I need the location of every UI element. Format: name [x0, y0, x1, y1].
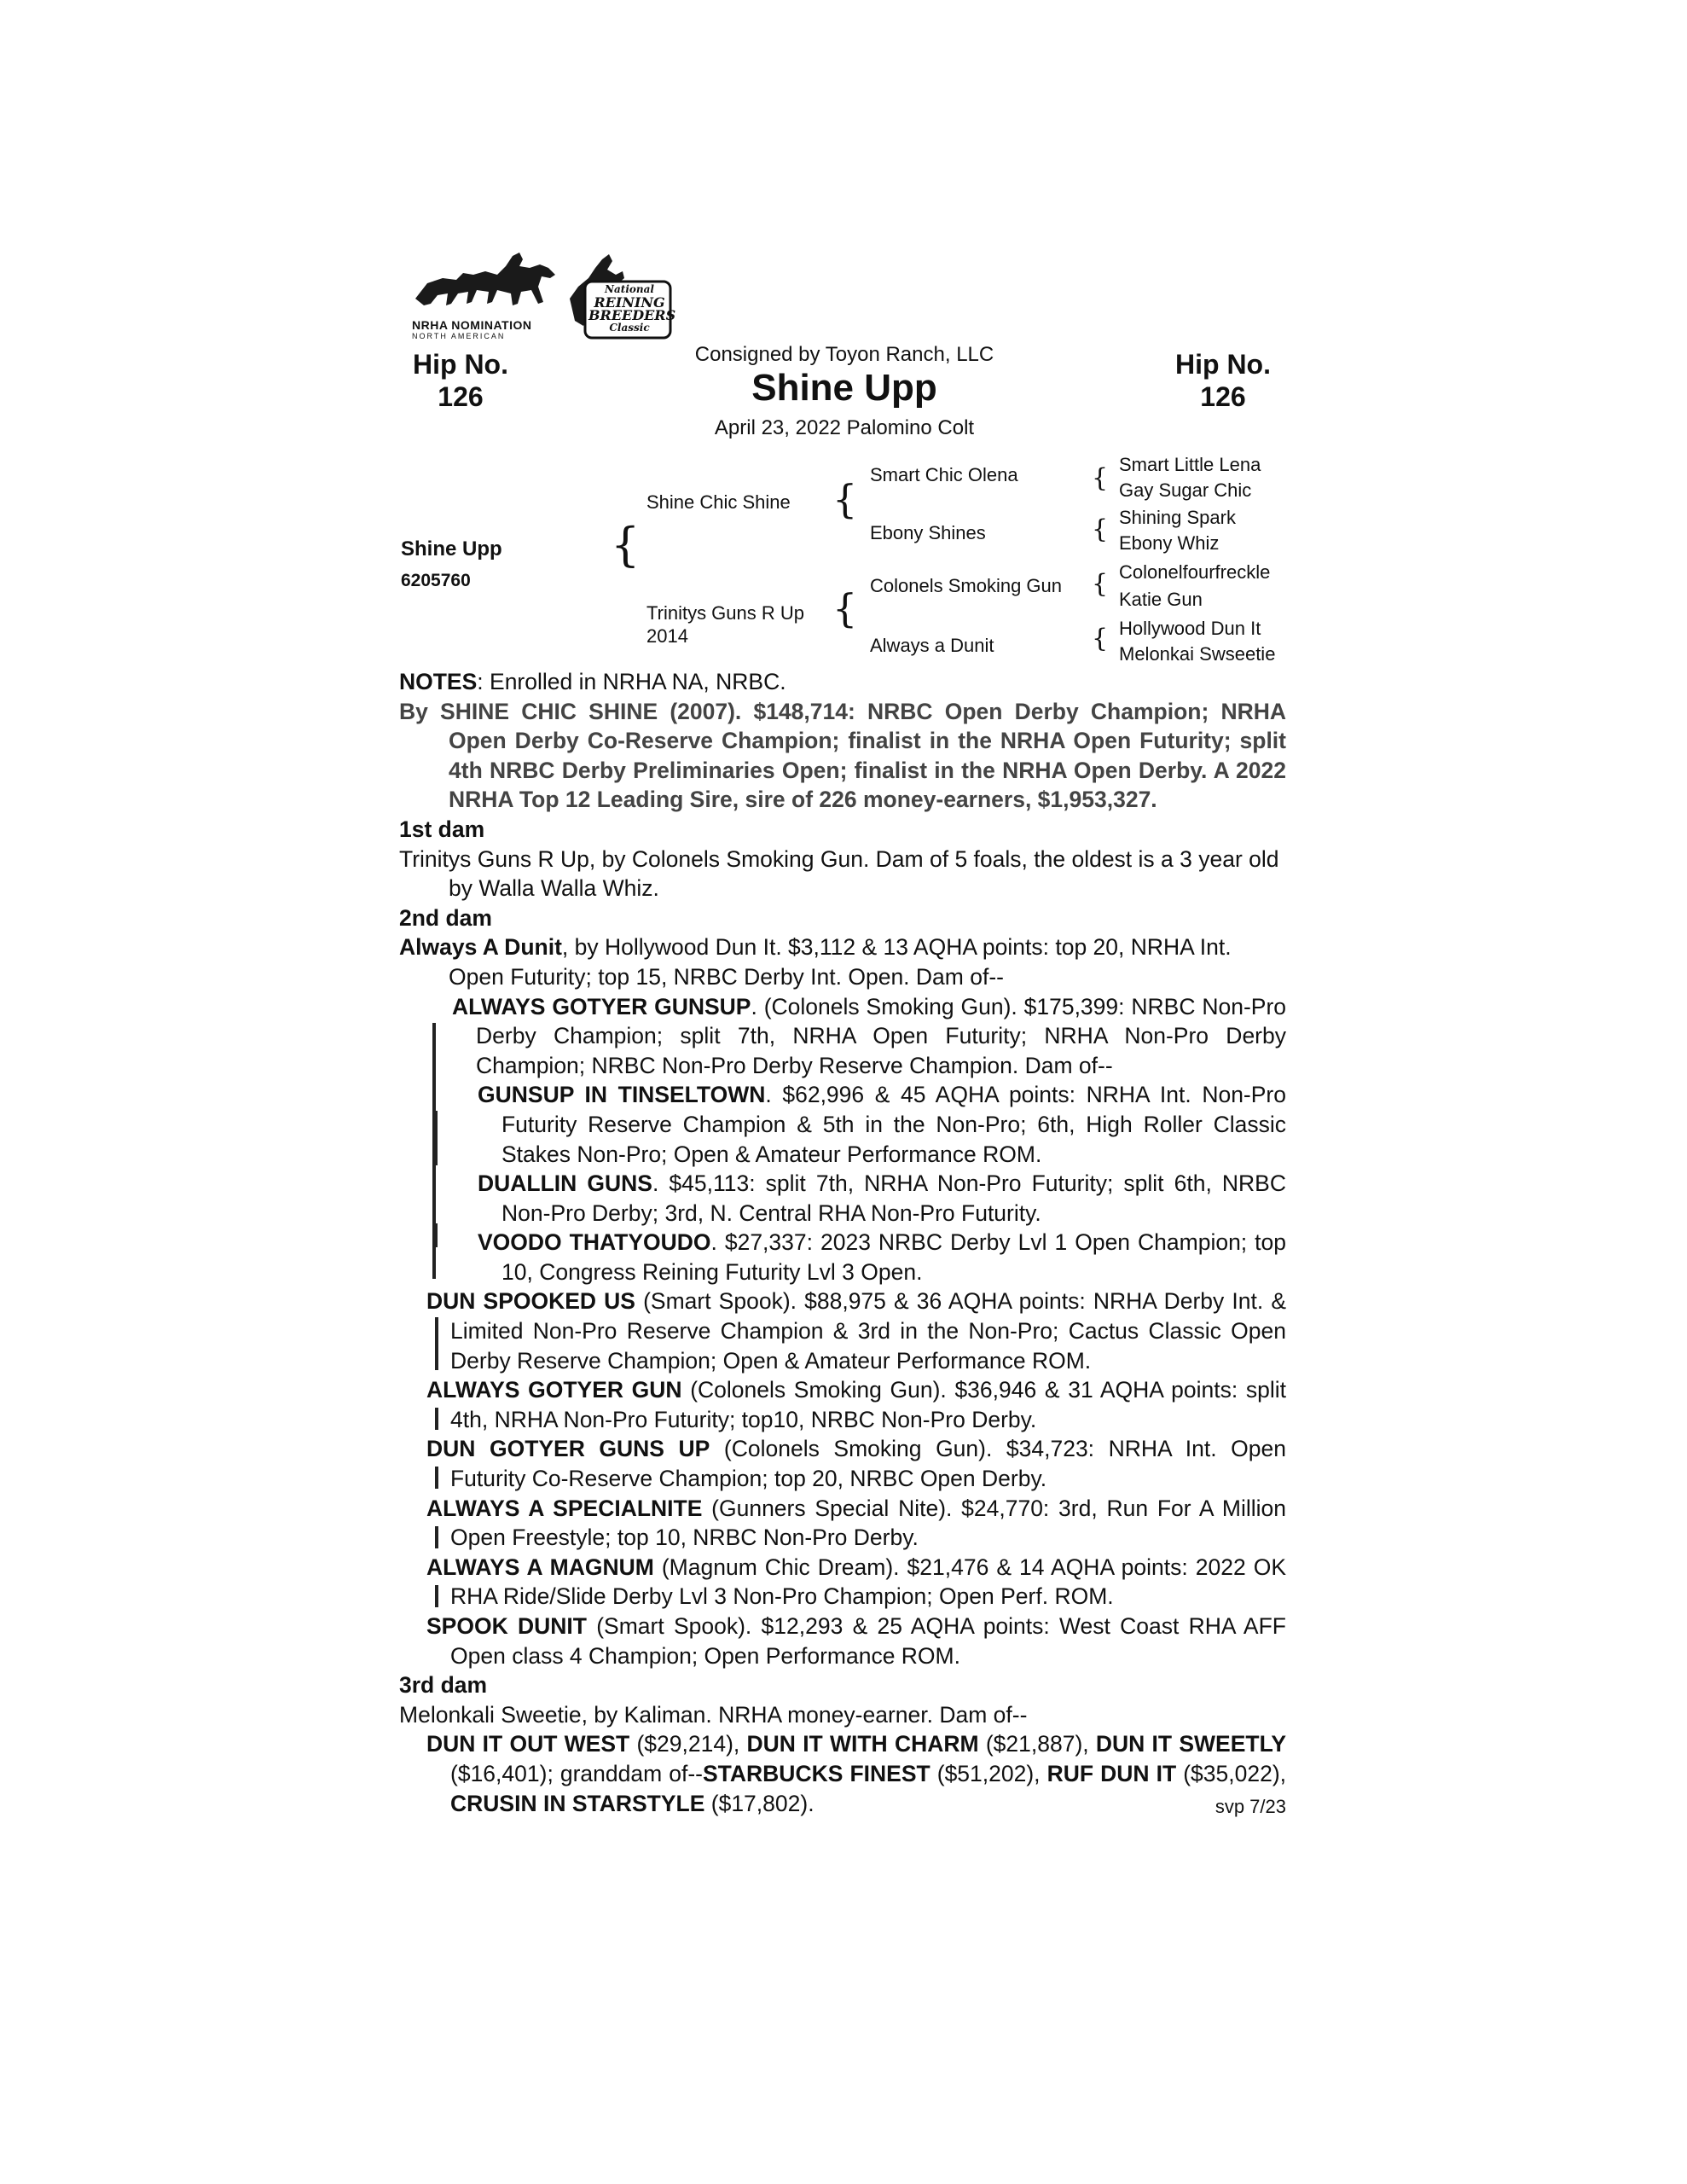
- hip-label: Hip No.: [413, 349, 508, 380]
- pedigree-subject: Shine Upp: [401, 537, 502, 561]
- grandproduce-item: [425, 1080, 1286, 1169]
- group-bar: [435, 1585, 438, 1607]
- produce-name: VOODO THATYOUDO: [478, 1229, 711, 1256]
- group-bar: [435, 1408, 438, 1430]
- produce-group: [399, 1375, 1286, 1434]
- pedigree-ds-dam: Katie Gun: [1119, 589, 1203, 610]
- produce-name: ALWAYS A MAGNUM: [426, 1554, 654, 1580]
- pedigree-reg-number: 6205760: [401, 571, 471, 590]
- brace-icon: {: [1092, 463, 1109, 493]
- produce-name: SPOOK DUNIT: [426, 1613, 587, 1639]
- produce-text: (Magnum Chic Dream). $21,476 & 14 AQHA points: 2022 OK RHA Ride/Slide Derby Lvl 3 Non-Pro Champion; Open Perf. ROM.: [450, 1554, 1287, 1610]
- pedigree-sire-dam: Ebony Shines: [870, 522, 986, 543]
- produce-text: (Smart Spook). $88,975 & 36 AQHA points: NRHA Derby Int. & Limited Non-Pro Reserve Champion & 3rd in the Non-Pro; Cactus Classic Open Derby Reserve Champion; Open & Amateur Performance ROM.: [450, 1288, 1286, 1374]
- pedigree-dam-year: 2014: [646, 625, 688, 647]
- produce-earnings: ($21,887),: [978, 1731, 1096, 1757]
- nrha-nomination-logo: [412, 249, 559, 345]
- second-dam-text: [399, 932, 1286, 991]
- brace-icon: {: [832, 476, 858, 522]
- produce-name: DUN IT SWEETLY: [1095, 1731, 1287, 1757]
- nrbc-logo-line4: Classic: [609, 322, 650, 334]
- produce-group: [399, 1434, 1286, 1493]
- catalog-body: [399, 667, 1286, 1821]
- produce-item: [399, 1375, 1286, 1434]
- third-dam-heading: 3rd dam: [399, 1672, 488, 1699]
- produce-name: STARBUCKS FINEST: [703, 1760, 930, 1786]
- produce-group: [399, 992, 1286, 1287]
- pedigree-dd-sire: Hollywood Dun It: [1119, 618, 1261, 639]
- pedigree-sd-sire: Shining Spark: [1119, 507, 1236, 528]
- grandproduce-item: [425, 1228, 1286, 1287]
- third-dam-text: Melonkali Sweetie, by Kaliman. NRHA money-earner. Dam of--: [399, 1701, 1028, 1728]
- nrha-logo-line1: NRHA NOMINATION: [412, 318, 532, 332]
- produce-earnings: ($17,802).: [704, 1790, 815, 1816]
- group-bar: [435, 1526, 438, 1548]
- nrbc-logo: [563, 253, 675, 346]
- produce-text: . $62,996 & 45 AQHA points: NRHA Int. Non-Pro Futurity Reserve Champion & 5th in the Non-Pro; 6th, High Roller Classic Stakes Non-Pro; Open & Amateur Performance ROM.: [501, 1082, 1286, 1167]
- hip-number-left: [401, 348, 520, 413]
- produce-earnings: ($29,214),: [629, 1731, 747, 1757]
- produce-name: DUALLIN GUNS: [478, 1170, 652, 1197]
- brace-icon: {: [1092, 569, 1109, 599]
- pedigree-dam-dam: Always a Dunit: [870, 635, 994, 656]
- produce-name: GUNSUP IN TINSELTOWN: [478, 1082, 766, 1108]
- produce-name: DUN IT WITH CHARM: [746, 1731, 979, 1757]
- pedigree-dam: Trinitys Guns R Up: [646, 602, 805, 624]
- produce-name: RUF DUN IT: [1046, 1760, 1177, 1786]
- pedigree-dd-dam: Melonkai Swseetie: [1119, 643, 1276, 665]
- grandproduce-item: [425, 1169, 1286, 1228]
- produce-text: (Smart Spook). $12,293 & 25 AQHA points: West Coast RHA AFF Open class 4 Champion; Open Performance ROM.: [450, 1613, 1286, 1669]
- grandproduce-group: [399, 1080, 1286, 1287]
- produce-group: [399, 1287, 1286, 1375]
- produce-name: DUN IT OUT WEST: [426, 1731, 630, 1757]
- nrha-logo-line2: NORTH AMERICAN: [412, 332, 506, 340]
- brace-icon: {: [611, 518, 641, 572]
- second-dam-heading: 2nd dam: [399, 904, 492, 931]
- produce-earnings: ($35,022),: [1176, 1760, 1287, 1786]
- produce-group: [399, 1553, 1286, 1612]
- horses-silhouette-icon: [412, 249, 559, 316]
- produce-text: (Colonels Smoking Gun). $36,946 & 31 AQHA points: split 4th, NRHA Non-Pro Futurity; top10, NRBC Non-Pro Derby.: [450, 1377, 1286, 1432]
- produce-item: [399, 1434, 1286, 1493]
- produce-earnings: ($51,202),: [930, 1760, 1047, 1786]
- nrbc-logo-line2: REINING: [594, 294, 665, 311]
- hip-value: 126: [438, 381, 484, 412]
- nrbc-logo-line3: BREEDERS: [588, 307, 676, 323]
- third-dam-produce: [399, 1729, 1286, 1818]
- group-bar: [435, 1317, 438, 1370]
- produce-item: [399, 992, 1286, 1081]
- second-dam-description: , by Hollywood Dun It. $3,112 & 13 AQHA points: top 20, NRHA Int. Open Futurity; top 15, NRBC Derby Int. Open. Dam of--: [449, 934, 1232, 990]
- second-dam-name: Always A Dunit: [399, 934, 562, 961]
- produce-item: [399, 1612, 1286, 1670]
- pedigree-ds-sire: Colonelfourfreckle: [1119, 561, 1271, 583]
- pedigree-ss-sire: Smart Little Lena: [1119, 454, 1261, 475]
- foaling-info: April 23, 2022 Palomino Colt: [714, 416, 975, 439]
- consignor-line: Consigned by Toyon Ranch, LLC: [694, 343, 994, 366]
- notes-label: NOTES: [399, 669, 478, 694]
- group-bar: [434, 1223, 438, 1247]
- notes-line: [399, 667, 1286, 697]
- produce-text: . $45,113: split 7th, NRHA Non-Pro Futurity; split 6th, NRBC Non-Pro Derby; 3rd, N. Central RHA Non-Pro Futurity.: [501, 1170, 1286, 1226]
- produce-name: ALWAYS A SPECIALNITE: [426, 1495, 703, 1521]
- produce-text: . $27,337: 2023 NRBC Derby Lvl 1 Open Champion; top 10, Congress Reining Futurity Lvl 3 Open.: [501, 1229, 1286, 1285]
- produce-name: CRUSIN IN STARSTYLE: [450, 1790, 705, 1816]
- brace-icon: {: [1092, 624, 1109, 653]
- hip-number-right: [1163, 348, 1283, 413]
- first-dam-heading: 1st dam: [399, 816, 485, 842]
- produce-name: DUN GOTYER GUNS UP: [426, 1436, 710, 1462]
- hip-label: Hip No.: [1175, 349, 1271, 380]
- pedigree-sd-dam: Ebony Whiz: [1119, 532, 1220, 554]
- hip-value: 126: [1200, 381, 1246, 412]
- produce-name: ALWAYS GOTYER GUN: [426, 1377, 682, 1403]
- produce-text: (Colonels Smoking Gun). $34,723: NRHA Int. Open Futurity Co-Reserve Champion; top 20, NRBC Open Derby.: [450, 1436, 1286, 1492]
- pedigree-dam-sire: Colonels Smoking Gun: [870, 575, 1063, 596]
- produce-item: [399, 1287, 1286, 1375]
- notes-text: : Enrolled in NRHA NA, NRBC.: [477, 669, 786, 694]
- produce-name: DUN SPOOKED US: [426, 1288, 635, 1315]
- produce-text: (Gunners Special Nite). $24,770: 3rd, Run For A Million Open Freestyle; top 10, NRBC Non-Pro Derby.: [450, 1495, 1286, 1551]
- produce-earnings: ($16,401); granddam of--: [450, 1760, 703, 1786]
- pedigree-sire-sire: Smart Chic Olena: [870, 464, 1018, 485]
- produce-item: [399, 1553, 1286, 1612]
- pedigree-sire: Shine Chic Shine: [646, 491, 791, 513]
- produce-text: . (Colonels Smoking Gun). $175,399: NRBC Non-Pro Derby Champion; split 7th, NRHA Open Futurity; NRHA Non-Pro Derby Champion; NRBC Non-Pro Derby Reserve Champion. Dam of--: [476, 993, 1287, 1078]
- pedigree-ss-dam: Gay Sugar Chic: [1119, 479, 1252, 501]
- produce-name: ALWAYS GOTYER GUNSUP: [452, 993, 751, 1019]
- brace-icon: {: [1092, 514, 1109, 544]
- footer-code: svp 7/23: [1215, 1795, 1286, 1817]
- horse-name-title: Shine Upp: [751, 367, 937, 409]
- brace-icon: {: [832, 585, 858, 631]
- group-bar: [435, 1467, 438, 1489]
- nrbc-logo-line1: National: [605, 283, 654, 295]
- first-dam-text: Trinitys Guns R Up, by Colonels Smoking Gun. Dam of 5 foals, the oldest is a 3 year old by Walla Walla Whiz.: [399, 845, 1279, 902]
- group-bar: [434, 1111, 438, 1165]
- produce-group: [399, 1494, 1286, 1553]
- sire-summary: By SHINE CHIC SHINE (2007). $148,714: NRBC Open Derby Champion; NRHA Open Derby Co-Reserve Champion; finalist in the NRHA Open Futurity; split 4th NRBC Derby Preliminaries Open; finalist in the NRHA Open Derby. A 2022 NRHA Top 12 Leading Sire, sire of 226 money-earners, $1,953,327.: [399, 698, 1286, 813]
- produce-item: [399, 1494, 1286, 1553]
